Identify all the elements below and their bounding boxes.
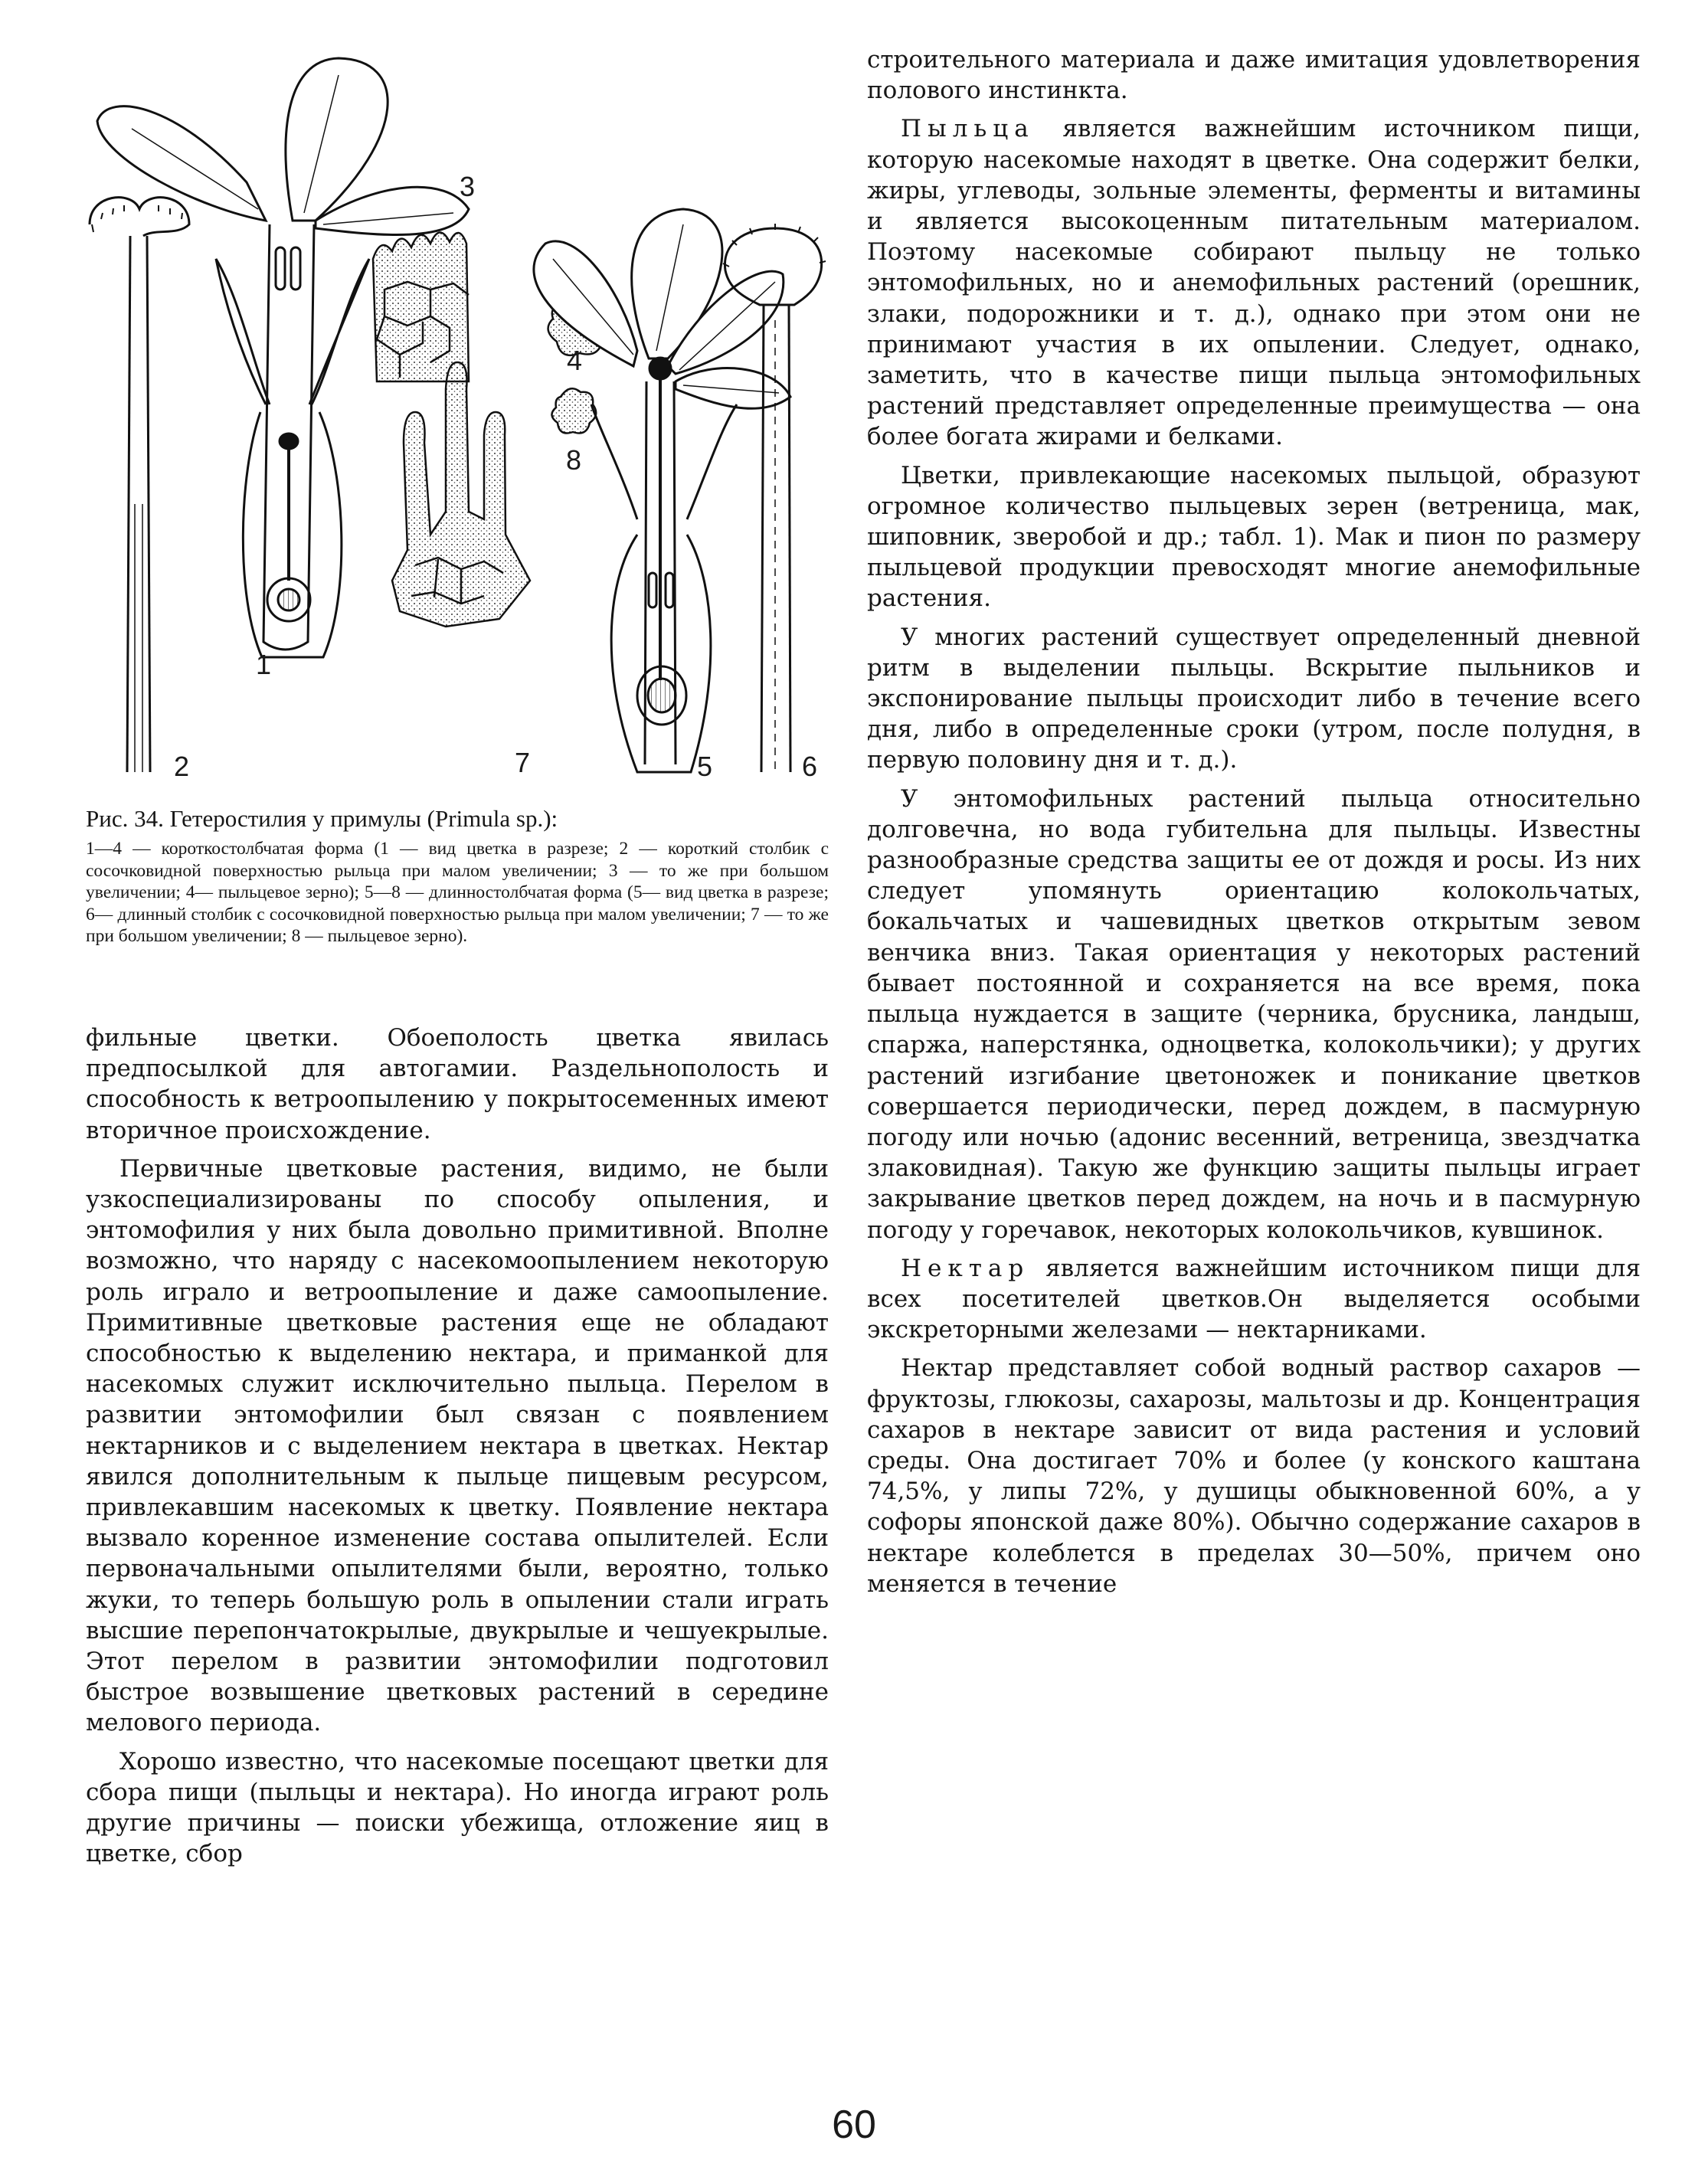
figure-label-4: 4 <box>567 345 583 376</box>
figure-label-8: 8 <box>566 444 582 476</box>
figure-label-3: 3 <box>460 171 476 202</box>
figure-label-2: 2 <box>174 751 190 782</box>
paragraph: У энтомофильных растений пыльца относительно долговечна, но вода губительна для пыльцы. Известны разнообразные средства защиты ее от дождя и росы. Из них следует упомянуть ориентацию колокольчатых, бокальчатых и чашевидных цветков открытым зевом венчика вниз. Такая ориентация у некоторых растений бывает постоянной и сохраняется на все время, пока пыльца нуждается в защите (черника, брусника, ландыш, спаржа, наперстянка, одноцветка, колокольчики); у других растений изгибание цветоножек и поникание цветков совершается периодически, перед дождем, в пасмурную погоду или ночью (адонис весенний, ветреница, звездчатка злаковидная). Такую же функцию защиты пыльцы играет закрывание цветков перед дождем, на ночь и в пасмурную погоду у горечавок, некоторых колокольчиков, кувшинок. <box>867 784 1641 1244</box>
paragraph-text: является важнейшим источником пищи, которую насекомые находят в цветке. Она содержит белки, жиры, углеводы, зольные элементы, ферменты и витамины и является высокоценным питательным материалом. Поэтому насекомые собирают пыльцу не только энтомофильных, но и анемофильных растений (орешник, злаки, подорожники и т. д.), однако при этом они не принимают участия в их опылении. Следует, однако, заметить, что в качестве пищи пыльца энтомофильных растений представляет определенные преимущества — она более богата жирами и белками. <box>867 115 1641 451</box>
paragraph: Первичные цветковые растения, видимо, не были узкоспециализированы по способу опыления, и энтомофилия у них была довольно примитивной. Вполне возможно, что наряду с насекомоопылением некоторую роль играло и ветроопыление и даже самоопыление. Примитивные цветковые растения еще не обладают способностью к выделению нектара, и приманкой для насекомых служит исключительно пыльца. Перелом в развитии энтомофилии был связан с появлением нектарников и с выделением нектара в цветках. Нектар явился дополнительным к пыльце пищевым ресурсом, привлекавшим насекомых к цветку. Появление нектара вызвало коренное изменение состава опылителей. Если первоначальными опылителями были, вероятно, только жуки, то теперь большую роль в опылении стали играть высшие перепончатокрылые, двукрылые и чешуекрылые. Этот перелом в развитии энтомофилии подготовил быстрое возвышение цветковых растений в середине мелового периода. <box>86 1154 829 1737</box>
figure-caption-text: 1—4 — короткостолбчатая форма (1 — вид цветка в разрезе; 2 — короткий столбик с сосочковидной поверхностью рыльца при малом увеличении; 3 — то же при большом увеличении; 4— пыльцевое зерно); 5—8 — длинностолбчатая форма (5— вид цветка в разрезе; 6— длинный столбик с сосочковидной поверхностью рыльца при малом увеличении; 7 — то же при большом увеличении; 8 — пыльцевое зерно). <box>86 839 829 946</box>
stigma-papillae-long <box>392 362 530 627</box>
right-text-column <box>867 44 1641 1607</box>
paragraph: Нектар представляет собой водный раствор сахаров — фруктозы, глюкозы, сахарозы, мальтозы и др. Концентрация сахаров в нектаре зависит от вида растения и условий среды. Она достигает 70% и более (у конского каштана 74,5%, у липы 72%, у душицы обыкновенной 60%, а у софоры японской даже 80%). Обычно содержание сахаров в нектаре колеблется в пределах 30—50%, причем оно меняется в течение <box>867 1354 1641 1598</box>
paragraph: У многих растений существует определенный дневной ритм в выделении пыльцы. Вскрытие пыльников и экспонирование пыльцы происходит либо в течение всего дня, либо в определенные сроки (утром, после полудня, в первую половину дня и т. д.). <box>867 623 1641 774</box>
style-short <box>90 198 189 772</box>
stigma-papillae-short <box>373 232 469 381</box>
page-number: 60 <box>832 2103 876 2147</box>
figure-label-6: 6 <box>802 751 818 782</box>
paragraph: Цветки, привлекающие насекомых пыльцой, образуют огромное количество пыльцевых зерен (ветреница, мак, шиповник, зверобой и др.; табл. 1). Мак и пион по размеру пыльцевой продукции превосходят многие анемофильные растения. <box>867 461 1641 613</box>
paragraph: Хорошо известно, что насекомые посещают цветки для сбора пищи (пыльцы и нектара). Но иногда играют роль другие причины — поиски убежища, отложение яиц в цветке, сбор <box>86 1747 829 1868</box>
figure-caption-title: Рис. 34. Гетеростилия у примулы (Primula sp.): <box>86 805 558 832</box>
paragraph <box>867 1253 1641 1346</box>
term-pollen: Пыльца <box>901 115 1035 143</box>
figure-label-7: 7 <box>515 747 531 778</box>
paragraph: фильные цветки. Обоеполость цветка явилась предпосылкой для автогамии. Раздельнополость и способность к ветроопылению у покрытосеменных имеют вторичное происхождение. <box>86 1024 829 1144</box>
figure-label-5: 5 <box>697 751 713 782</box>
primula-heterostyly-illustration <box>86 44 829 810</box>
term-nectar: Нектар <box>901 1254 1030 1282</box>
paragraph <box>867 113 1641 452</box>
figure-34 <box>86 44 829 810</box>
figure-caption <box>86 804 829 947</box>
left-text-column <box>86 1023 829 1877</box>
figure-label-1: 1 <box>256 649 272 680</box>
flower-long-style <box>534 209 790 772</box>
pollen-grain-small <box>551 388 596 433</box>
paragraph-text: является важнейшим источником пищи для всех посетителей цветков.Он выделяется особыми экскреторными железами — нектарниками. <box>867 1254 1641 1344</box>
paragraph: строительного материала и даже имитация удовлетворения полового инстинкта. <box>867 46 1641 105</box>
